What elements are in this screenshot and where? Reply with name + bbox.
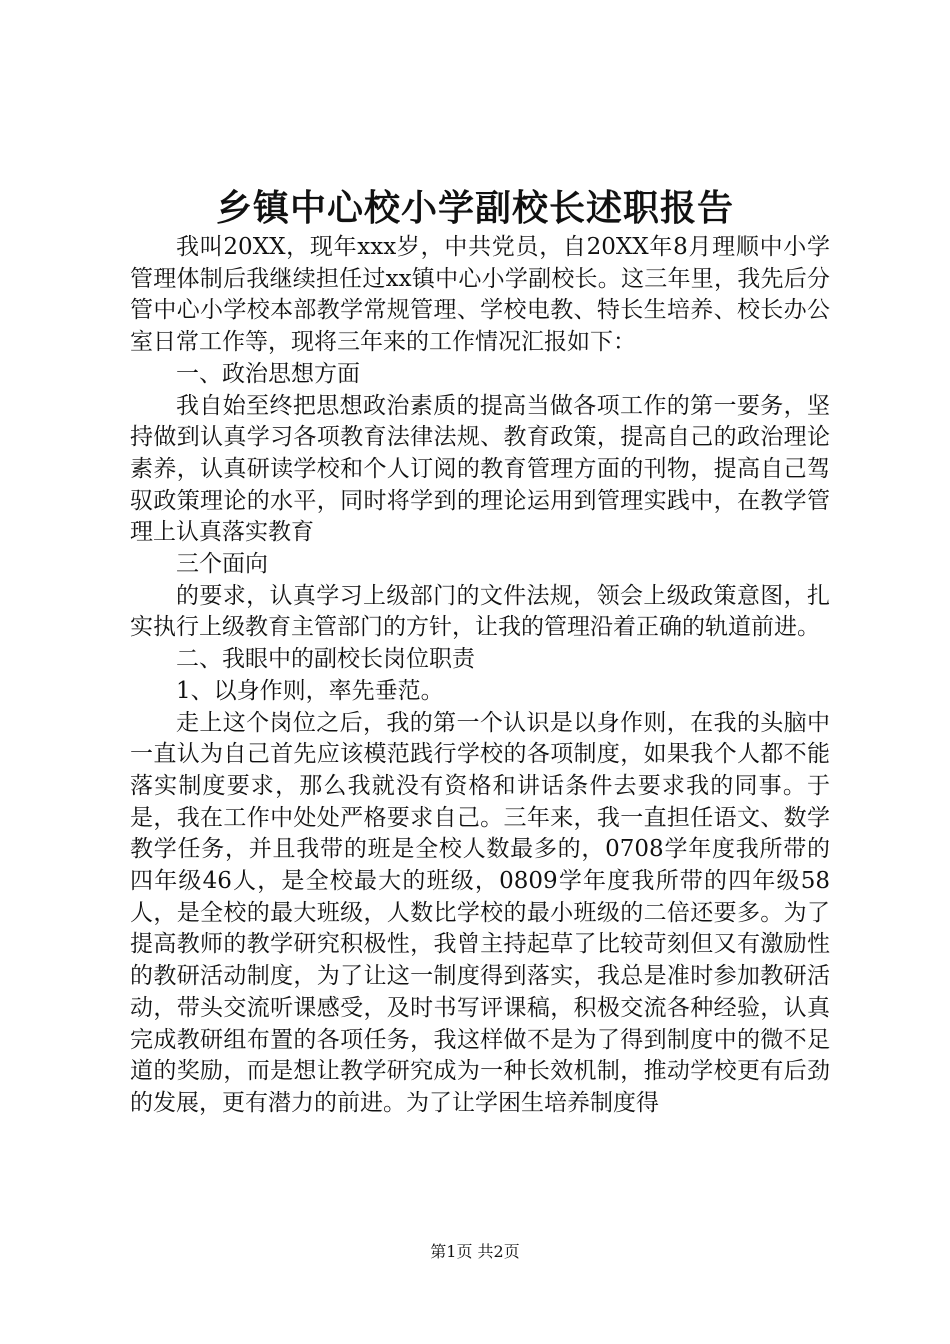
document-title: 乡镇中心校小学副校长述职报告	[215, 187, 734, 229]
heading-duties: 二、我眼中的副校长岗位职责	[176, 646, 475, 673]
document-body	[130, 232, 830, 1120]
heading-political-thought: 一、政治思想方面	[176, 360, 360, 387]
paragraph-political-thought: 我自始至终把思想政治素质的提高当做各项工作的第一要务，坚持做到认真学习各项教育法律法规、教育政策，提高自己的政治理论素养，认真研读学校和个人订阅的教育管理方面的刊物，提高自己驾驭政策理论的水平，同时将学到的理论运用到管理实践中，在教学管理上认真落实教育	[130, 392, 830, 546]
subheading-lead-by-example: 1、以身作则，率先垂范。	[176, 677, 444, 704]
page-footer: 第1页 共2页	[430, 1242, 520, 1261]
paragraph-lead-by-example: 走上这个岗位之后，我的第一个认识是以身作则，在我的头脑中一直认为自己首先应该模范践行学校的各项制度，如果我个人都不能落实制度要求，那么我就没有资格和讲话条件去要求我的同事。于是，我在工作中处处严格要求自己。三年来，我一直担任语文、数学教学任务，并且我带的班是全校人数最多的，0708学年度我所带的四年级46人，是全校最大的班级，0809学年度我所带的四年级58人，是全校的最大班级，人数比学校的最小班级的二倍还要多。为了提高教师的教学研究积极性，我曾主持起草了比较苛刻但又有激励性的教研活动制度，为了让这一制度得到落实，我总是准时参加教研活动，带头交流听课感受，及时书写评课稿，积极交流各种经验，认真完成教研组布置的各项任务，我这样做不是为了得到制度中的微不足道的奖励，而是想让教学研究成为一种长效机制，推动学校更有后劲的发展，更有潜力的前进。为了让学困生培养制度得	[130, 709, 830, 1116]
paragraph-intro: 我叫20XX，现年xxx岁，中共党员，自20XX年8月理顺中小学管理体制后我继续担任过xx镇中心小学副校长。这三年里，我先后分管中心小学校本部教学常规管理、学校电教、特长生培养、校长办公室日常工作等，现将三年来的工作情况汇报如下：	[130, 234, 830, 356]
paragraph-three-orientations: 三个面向	[176, 551, 268, 578]
paragraph-requirements: 的要求，认真学习上级部门的文件法规，领会上级政策意图，扎实执行上级教育主管部门的方针，让我的管理沿着正确的轨道前进。	[130, 582, 830, 641]
